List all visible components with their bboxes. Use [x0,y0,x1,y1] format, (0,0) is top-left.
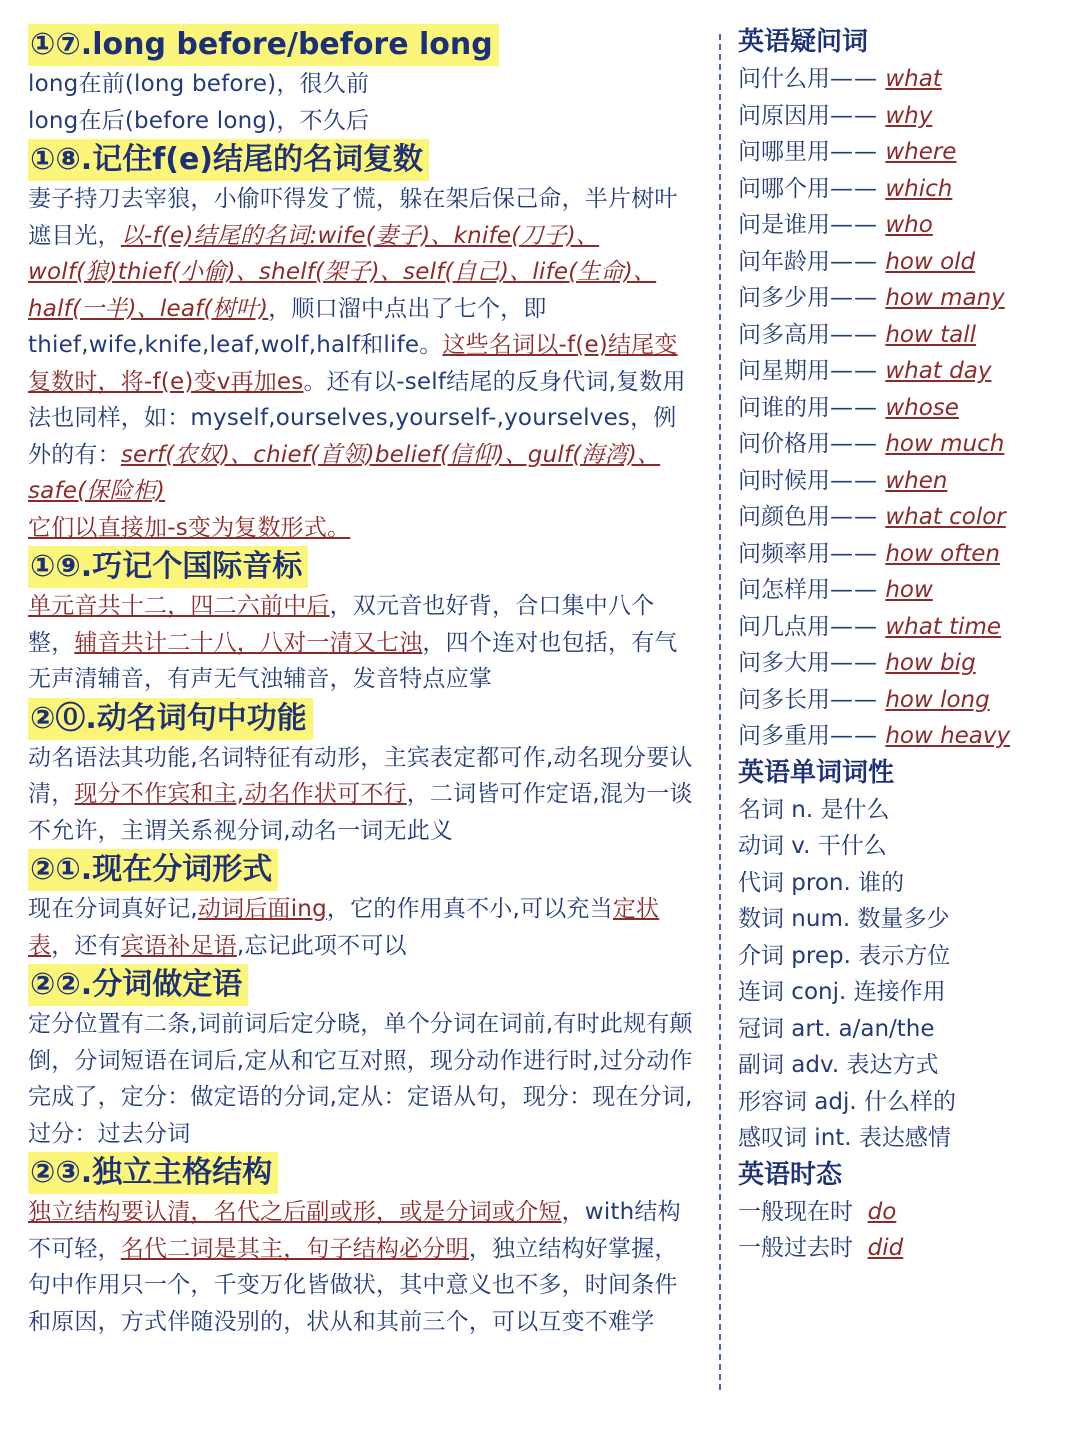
question-word-row [738,536,1038,573]
question-words-title: 英语疑问词 [738,27,869,57]
s21-highlight-ing: 动词后面ing [197,896,327,922]
question-word: how tall [885,321,976,348]
tense-row [738,1194,1038,1231]
dash: —— [830,504,878,530]
question-word: how many [885,285,1005,311]
question-word-row [738,426,1038,463]
question-label: 问星期用 [738,358,830,384]
question-word: which [885,175,953,202]
question-word-row [738,207,1038,244]
parts-of-speech-title: 英语单词词性 [738,757,895,788]
s23-highlight-1: 独立结构要认清，名代之后副或形，或是分词或介短 [28,1199,562,1225]
s19-text-1: ，双元音也好背，合口集中八个整， [28,593,655,656]
part-of-speech-row: 连词 conj. 连接作用 [738,979,946,1005]
question-word: who [885,212,933,238]
tense-name: 一般现在时 [738,1198,853,1225]
section-17-title: ①⑦.long before/before long [28,24,499,66]
question-label: 问多高用 [738,321,830,348]
question-word: how old [885,248,976,275]
section-17-line-1: long在前(long before)，很久前 [28,71,370,97]
question-label: 问哪个用 [738,175,830,202]
column-divider [719,34,721,1390]
dash: —— [830,285,878,311]
question-label: 问哪里用 [738,139,830,165]
s20-highlight: 现分不作宾和主,动名作状可不行 [74,781,407,807]
question-word-row [738,499,1038,536]
tenses-title: 英语时态 [738,1159,843,1190]
question-word: when [885,467,948,494]
dash: —— [830,139,878,165]
part-of-speech-row: 数词 num. 数量多少 [738,906,950,932]
question-words-list [738,61,1038,755]
s20-text-1: 动名语法其功能,名词特征有动形，主宾表定都可作,动名现分要认清， [28,744,693,807]
tense-row [738,1230,1038,1267]
part-of-speech-row: 名词 n. 是什么 [738,796,890,823]
question-word-row [738,609,1038,646]
section-19 [28,546,696,698]
section-20-title: ②⓪.动名词句中功能 [28,698,313,740]
question-label: 问价格用 [738,431,830,457]
part-of-speech-row: 介词 prep. 表示方位 [738,942,951,969]
dash: —— [830,102,878,129]
s23-text-2: ，独立结构好掌握，句中作用只一个，千变万化皆做状，其中意义也不多，时间条件和原因，方式伴随没别的，状从和其前三个，可以互变不难学 [28,1235,678,1335]
question-word-row [738,61,1038,98]
tense-name: 一般过去时 [738,1235,853,1261]
question-word: how much [885,431,1005,457]
question-word: how [885,577,933,603]
s23-text-1: ，with结构不可轻， [28,1199,681,1262]
dash: —— [830,577,878,603]
question-word-row [738,134,1038,171]
part-of-speech-row: 冠词 art. a/an/the [738,1015,935,1042]
section-17-line-2: long在后(before long)，不久后 [28,107,370,134]
dash: —— [830,686,878,713]
dash: —— [830,321,878,348]
question-word: where [885,139,957,165]
question-label: 问多少用 [738,285,830,311]
s19-highlight-1: 单元音共十二，四二六前中后 [28,593,330,619]
question-label: 问什么用 [738,66,830,92]
section-22 [28,964,696,1152]
question-word-row [738,572,1038,609]
question-word: whose [885,394,959,421]
dash: —— [830,358,878,384]
section-22-body: 定分位置有二条,词前词后定分晓，单个分词在词前,有时此规有颠倒，分词短语在词后,定从和它互对照，现分动作进行时,过分动作完成了，定分：做定语的分词,定从：定语从句，现分：现在分词,过分：过去分词 [28,1011,693,1147]
s18-text-3: 。还有以-self结尾的反身代词,复数用法也同样，如：myself,ourselves,yourself-,yourselves，例外的有： [28,368,686,468]
question-word-row [738,682,1038,719]
section-21 [28,849,696,964]
question-label: 问几点用 [738,613,830,640]
s18-highlight-s: 它们以直接加-s变为复数形式。 [28,514,351,541]
question-word: how long [885,686,990,713]
dash: —— [830,212,878,238]
question-label: 问谁的用 [738,394,830,421]
section-23-body [28,1194,696,1340]
question-label: 问年龄用 [738,248,830,275]
right-column [738,24,1038,1267]
section-21-body [28,891,696,964]
question-label: 问原因用 [738,102,830,129]
question-word-row [738,353,1038,390]
question-label: 问时候用 [738,467,830,494]
question-label: 问颜色用 [738,504,830,530]
section-17 [28,24,696,139]
question-word-row [738,98,1038,135]
question-word: what day [885,358,992,384]
s23-highlight-2: 名代二词是其主，句子结构必分明 [120,1235,469,1262]
tenses-list [738,1194,1038,1267]
dash: —— [830,467,878,494]
section-19-body [28,588,696,698]
s20-text-2: ，二词皆可作定语,混为一谈不允许，主谓关系视分词,动名一词无此义 [28,781,693,844]
question-word-row [738,390,1038,427]
tense-example: did [867,1235,904,1261]
question-word: what time [885,613,1002,640]
s18-highlight-nouns: 以-f(e)结尾的名词:wife(妻子)、knife(刀子)、wolf(狼)thief(小偷)、shelf(架子)、self(自己)、life(生命)、half(一半)、leaf(树叶) [28,222,657,322]
left-column [28,24,696,1340]
dash: —— [830,66,878,92]
tense-example: do [867,1198,897,1225]
parts-of-speech-list [738,792,1038,1157]
dash: —— [830,723,878,749]
section-18-title: ①⑧.记住f(e)结尾的名词复数 [28,139,429,181]
dash: —— [830,431,878,457]
section-20 [28,698,696,850]
question-word: how big [885,650,976,676]
dash: —— [830,650,878,676]
question-word-row [738,280,1038,317]
section-19-title: ①⑨.巧记个国际音标 [28,546,308,588]
s21-highlight-dzb: 定状表 [28,896,660,959]
question-word-row [738,645,1038,682]
question-word-row [738,171,1038,208]
s21-text-4: ,忘记此项不可以 [236,932,407,959]
dash: —— [830,175,878,202]
s21-highlight-complement: 宾语补足语 [120,932,237,959]
part-of-speech-row: 动词 v. 干什么 [738,833,887,859]
question-label: 问多大用 [738,650,830,676]
section-23 [28,1152,696,1340]
section-20-body [28,740,696,850]
question-word-row [738,244,1038,281]
section-21-title: ②①.现在分词形式 [28,849,278,891]
dash: —— [830,248,878,275]
question-label: 问怎样用 [738,577,830,603]
s19-text-2: ，四个连对也包括，有气无声清辅音，有声无气浊辅音，发音特点应掌 [28,629,678,692]
part-of-speech-row: 代词 pron. 谁的 [738,869,905,896]
question-word: what [885,66,942,92]
question-label: 问多长用 [738,686,830,713]
question-word-row [738,463,1038,500]
question-word-row [738,718,1038,755]
question-label: 问是谁用 [738,212,830,238]
dash: —— [830,394,878,421]
part-of-speech-row: 副词 adv. 表达方式 [738,1052,939,1078]
s19-highlight-2: 辅音共计二十八，八对一清又七浊 [74,629,423,656]
section-22-title: ②②.分词做定语 [28,964,248,1006]
s18-text-2: ，顺口溜中点出了七个，即thief,wife,knife,leaf,wolf,half和life。 [28,295,547,358]
question-label: 问频率用 [738,540,830,567]
question-word: how often [885,540,1000,567]
s21-text-1: 现在分词真好记, [28,896,198,922]
dash: —— [830,613,878,640]
s21-text-2: ，它的作用真不小,可以充当 [326,896,613,922]
s18-highlight-exceptions: serf(农奴)、chief(首领)belief(信仰)、gulf(海湾)、safe(保险柜) [28,441,661,504]
part-of-speech-row: 形容词 adj. 什么样的 [738,1088,957,1115]
question-word: what color [885,504,1006,530]
section-23-title: ②③.独立主格结构 [28,1152,278,1194]
dash: —— [830,540,878,567]
s21-text-3: ，还有 [51,932,121,959]
question-word: why [885,102,933,129]
s18-highlight-rule: 这些名词以-f(e)结尾变复数时，将-f(e)变v再加es [28,332,678,395]
section-18-body [28,181,696,546]
question-word: how heavy [885,723,1011,749]
part-of-speech-row: 感叹词 int. 表达感情 [738,1125,951,1151]
s18-text-1: 妻子持刀去宰狼，小偷吓得发了慌，躲在架后保己命，半片树叶遮目光， [28,186,678,249]
question-label: 问多重用 [738,723,830,749]
question-word-row [738,317,1038,354]
section-18 [28,139,696,546]
